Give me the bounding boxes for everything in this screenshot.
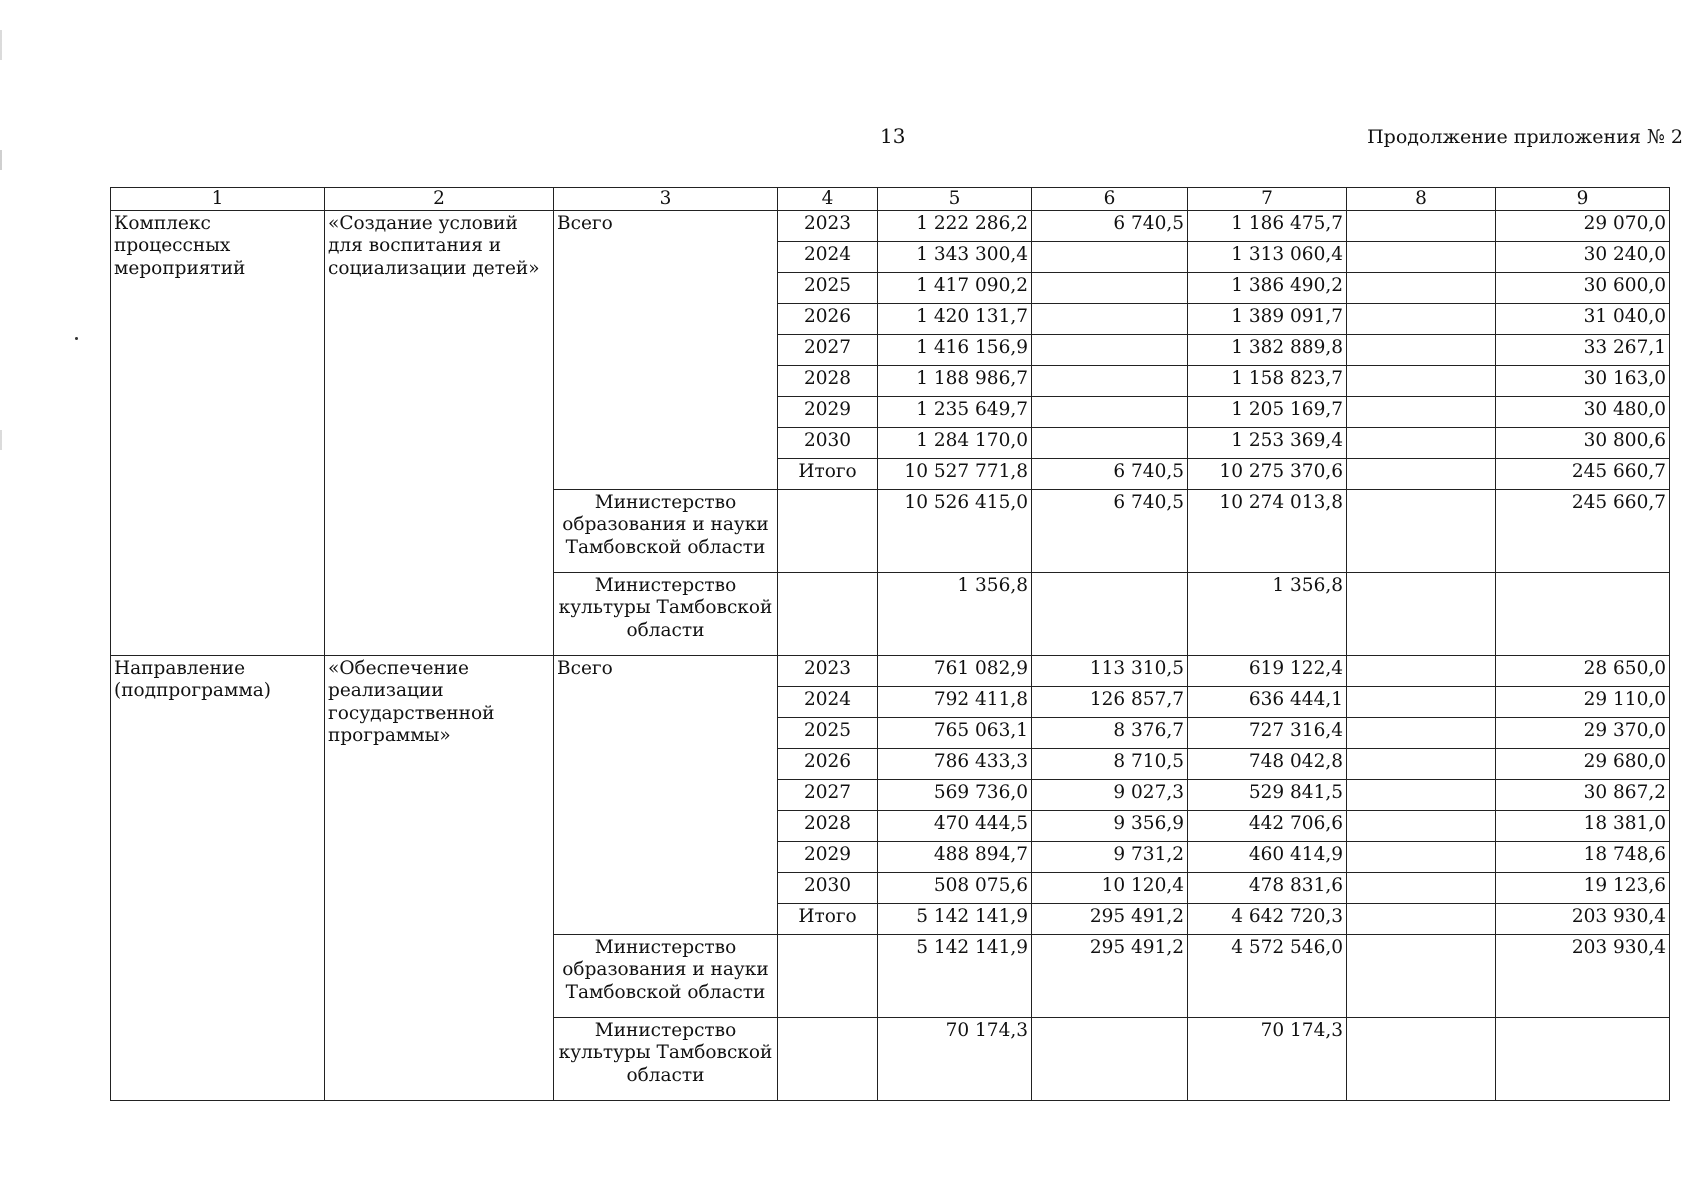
value-col6 [1032,428,1188,459]
page-number: 13 [880,124,906,148]
value-col8 [1347,780,1496,811]
value-col6 [1032,397,1188,428]
agency-col7: 1 356,8 [1188,573,1347,656]
value-col5: 1 343 300,4 [878,242,1032,273]
value-col8 [1347,718,1496,749]
agency-col9: 245 660,7 [1496,490,1670,573]
value-col9: 29 370,0 [1496,718,1670,749]
scan-speck [75,337,78,340]
total-col8 [1347,904,1496,935]
value-col9: 18 381,0 [1496,811,1670,842]
value-col9: 33 267,1 [1496,335,1670,366]
agency-name: Министерство образования и науки Тамбовской области [554,490,778,573]
agency-col5: 1 356,8 [878,573,1032,656]
year-cell: 2026 [778,749,878,780]
value-col6: 9 356,9 [1032,811,1188,842]
value-col6 [1032,273,1188,304]
year-cell: 2028 [778,366,878,397]
value-col7: 1 382 889,8 [1188,335,1347,366]
year-cell: 2024 [778,242,878,273]
value-col9: 19 123,6 [1496,873,1670,904]
value-col6 [1032,335,1188,366]
column-header: 2 [325,188,554,211]
agency-col6 [1032,573,1188,656]
value-col9: 29 680,0 [1496,749,1670,780]
agency-col6 [1032,1018,1188,1101]
value-col8 [1347,811,1496,842]
value-col7: 1 158 823,7 [1188,366,1347,397]
column-header: 3 [554,188,778,211]
agency-col9: 203 930,4 [1496,935,1670,1018]
value-col9: 30 480,0 [1496,397,1670,428]
agency-year-empty [778,1018,878,1101]
value-col6: 8 710,5 [1032,749,1188,780]
value-col7: 1 389 091,7 [1188,304,1347,335]
year-cell: 2030 [778,873,878,904]
agency-col5: 5 142 141,9 [878,935,1032,1018]
value-col5: 1 417 090,2 [878,273,1032,304]
total-col5: 10 527 771,8 [878,459,1032,490]
value-col8 [1347,211,1496,242]
total-label: Итого [778,459,878,490]
value-col6: 9 731,2 [1032,842,1188,873]
section-name: «Создание условий для воспитания и социализации детей» [325,211,554,656]
value-col5: 786 433,3 [878,749,1032,780]
agency-year-empty [778,573,878,656]
value-col8 [1347,873,1496,904]
value-col7: 529 841,5 [1188,780,1347,811]
total-col7: 10 275 370,6 [1188,459,1347,490]
value-col5: 1 420 131,7 [878,304,1032,335]
year-cell: 2030 [778,428,878,459]
value-col5: 1 284 170,0 [878,428,1032,459]
value-col9: 29 070,0 [1496,211,1670,242]
agency-name: Министерство культуры Тамбовской области [554,573,778,656]
agency-col5: 10 526 415,0 [878,490,1032,573]
year-cell: 2027 [778,335,878,366]
section-name: «Обеспечение реализации государственной программы» [325,656,554,1101]
total-col9: 203 930,4 [1496,904,1670,935]
value-col9: 31 040,0 [1496,304,1670,335]
section-type-label: Направление (подпрограмма) [111,656,325,1101]
value-col7: 478 831,6 [1188,873,1347,904]
agency-year-empty [778,935,878,1018]
value-col8 [1347,304,1496,335]
value-col5: 1 416 156,9 [878,335,1032,366]
agency-col9 [1496,1018,1670,1101]
agency-col8 [1347,573,1496,656]
value-col6: 10 120,4 [1032,873,1188,904]
agency-col7: 70 174,3 [1188,1018,1347,1101]
agency-year-empty [778,490,878,573]
value-col7: 748 042,8 [1188,749,1347,780]
agency-col8 [1347,490,1496,573]
value-col6 [1032,366,1188,397]
total-col8 [1347,459,1496,490]
total-col7: 4 642 720,3 [1188,904,1347,935]
table-row [111,656,1670,687]
value-col8 [1347,273,1496,304]
value-col9: 29 110,0 [1496,687,1670,718]
year-cell: 2028 [778,811,878,842]
value-col5: 1 222 286,2 [878,211,1032,242]
value-col7: 619 122,4 [1188,656,1347,687]
agency-name: Министерство образования и науки Тамбовской области [554,935,778,1018]
value-col9: 28 650,0 [1496,656,1670,687]
year-cell: 2025 [778,718,878,749]
agency-col7: 4 572 546,0 [1188,935,1347,1018]
appendix-note: Продолжение приложения № 2 [1367,126,1683,148]
value-col8 [1347,842,1496,873]
column-header: 5 [878,188,1032,211]
value-col8 [1347,366,1496,397]
value-col9: 30 867,2 [1496,780,1670,811]
value-col9: 30 163,0 [1496,366,1670,397]
value-col5: 792 411,8 [878,687,1032,718]
year-cell: 2026 [778,304,878,335]
value-col7: 1 205 169,7 [1188,397,1347,428]
year-cell: 2029 [778,842,878,873]
column-header: 4 [778,188,878,211]
value-col6: 126 857,7 [1032,687,1188,718]
agency-col6: 6 740,5 [1032,490,1188,573]
value-col7: 460 414,9 [1188,842,1347,873]
value-col8 [1347,749,1496,780]
column-header: 7 [1188,188,1347,211]
column-number-row [111,188,1670,211]
year-cell: 2025 [778,273,878,304]
year-cell: 2023 [778,211,878,242]
value-col6: 6 740,5 [1032,211,1188,242]
value-col5: 508 075,6 [878,873,1032,904]
agency-col5: 70 174,3 [878,1018,1032,1101]
value-col9: 18 748,6 [1496,842,1670,873]
column-header: 1 [111,188,325,211]
value-col5: 761 082,9 [878,656,1032,687]
total-col9: 245 660,7 [1496,459,1670,490]
agency-col9 [1496,573,1670,656]
value-col8 [1347,428,1496,459]
value-col8 [1347,656,1496,687]
year-cell: 2027 [778,780,878,811]
section-total-label: Всего [554,656,778,935]
column-header: 8 [1347,188,1496,211]
table-row [111,211,1670,242]
agency-col8 [1347,935,1496,1018]
section-total-label: Всего [554,211,778,490]
total-col5: 5 142 141,9 [878,904,1032,935]
value-col9: 30 240,0 [1496,242,1670,273]
value-col7: 442 706,6 [1188,811,1347,842]
value-col5: 1 235 649,7 [878,397,1032,428]
budget-table [110,187,1670,1101]
scan-edge-mark [0,30,2,1030]
value-col6: 8 376,7 [1032,718,1188,749]
value-col6 [1032,304,1188,335]
value-col5: 569 736,0 [878,780,1032,811]
value-col9: 30 800,6 [1496,428,1670,459]
year-cell: 2024 [778,687,878,718]
total-col6: 295 491,2 [1032,904,1188,935]
value-col7: 727 316,4 [1188,718,1347,749]
value-col7: 1 386 490,2 [1188,273,1347,304]
value-col5: 488 894,7 [878,842,1032,873]
total-col6: 6 740,5 [1032,459,1188,490]
value-col7: 1 313 060,4 [1188,242,1347,273]
value-col7: 636 444,1 [1188,687,1347,718]
value-col8 [1347,687,1496,718]
value-col8 [1347,242,1496,273]
value-col7: 1 186 475,7 [1188,211,1347,242]
value-col7: 1 253 369,4 [1188,428,1347,459]
value-col6 [1032,242,1188,273]
value-col6: 113 310,5 [1032,656,1188,687]
agency-col6: 295 491,2 [1032,935,1188,1018]
agency-col7: 10 274 013,8 [1188,490,1347,573]
value-col5: 1 188 986,7 [878,366,1032,397]
value-col5: 470 444,5 [878,811,1032,842]
total-label: Итого [778,904,878,935]
value-col6: 9 027,3 [1032,780,1188,811]
agency-name: Министерство культуры Тамбовской области [554,1018,778,1101]
column-header: 9 [1496,188,1670,211]
year-cell: 2029 [778,397,878,428]
value-col8 [1347,335,1496,366]
agency-col8 [1347,1018,1496,1101]
value-col8 [1347,397,1496,428]
value-col9: 30 600,0 [1496,273,1670,304]
year-cell: 2023 [778,656,878,687]
value-col5: 765 063,1 [878,718,1032,749]
section-type-label: Комплекс процессных мероприятий [111,211,325,656]
column-header: 6 [1032,188,1188,211]
